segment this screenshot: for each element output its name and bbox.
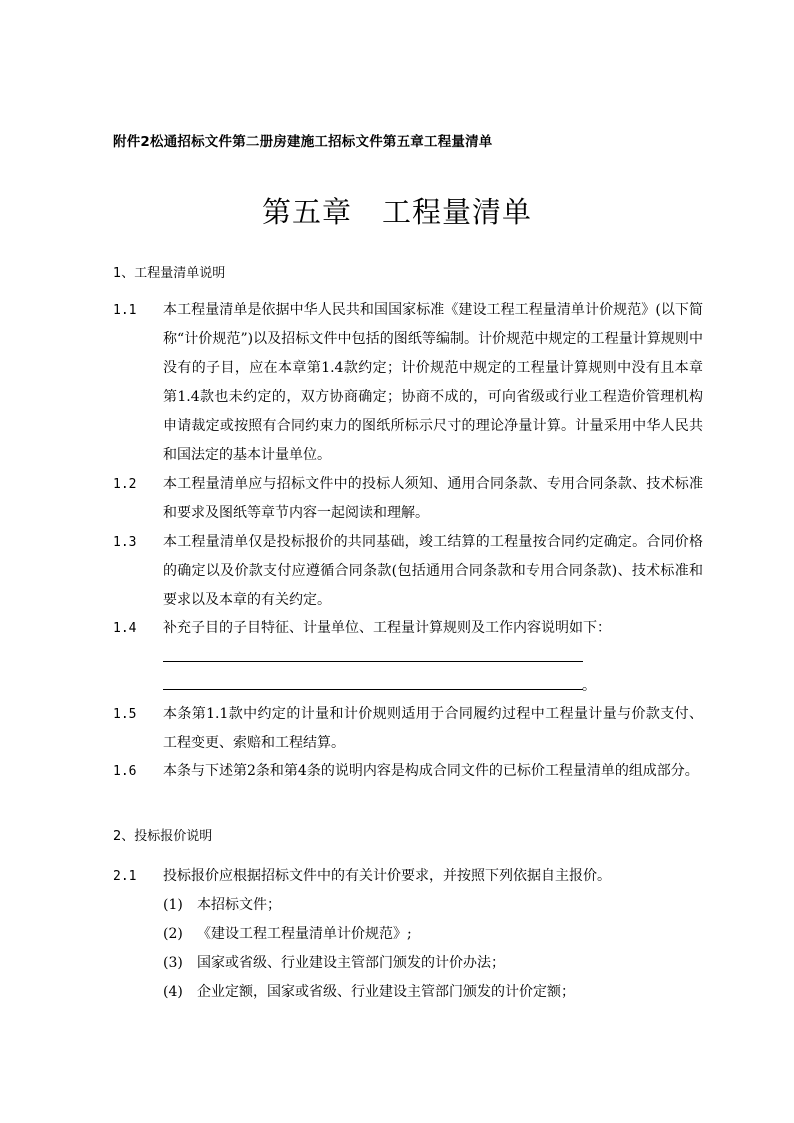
- subitem-3: [163, 949, 505, 978]
- subitem-text: 国家或省级、行业建设主管部门颁发的计价办法；: [197, 955, 505, 971]
- subitem-1: [163, 891, 281, 920]
- clause-text: 补充子目的子目特征、计量单位、工程量计算规则及工作内容说明如下：: [163, 620, 611, 636]
- clause-number: 1.6: [113, 764, 137, 779]
- attachment-title: 附件2松通招标文件第二册房建施工招标文件第五章工程量清单: [113, 134, 493, 150]
- fill-in-blank-line: [163, 689, 583, 690]
- clause-number: 1.1: [113, 303, 137, 318]
- clause-1-6: [113, 757, 703, 786]
- clause-number: 1.3: [113, 535, 137, 550]
- clause-1-1: [113, 296, 703, 470]
- subitem-number: (4): [163, 984, 183, 1000]
- section-heading-1: 1、工程量清单说明: [113, 266, 226, 281]
- subitem-number: (1): [163, 897, 183, 913]
- fill-in-blank-line: [163, 661, 583, 662]
- section-heading-2: 2、投标报价说明: [113, 829, 213, 844]
- subitem-4: [163, 978, 575, 1007]
- clause-number: 1.2: [113, 477, 137, 492]
- subitem-text: 企业定额，国家或省级、行业建设主管部门颁发的计价定额；: [197, 984, 575, 1000]
- clause-number: 2.1: [113, 869, 137, 884]
- clause-number: 1.4: [113, 621, 137, 636]
- clause-text: 本条第1.1款中约定的计量和计价规则适用于合同履约过程中工程量计量与价款支付、工程变更、索赔和工程结算。: [163, 706, 703, 751]
- subitem-text: 本招标文件；: [197, 897, 281, 913]
- clause-1-4: [113, 614, 703, 643]
- clause-text: 本工程量清单仅是投标报价的共同基础，竣工结算的工程量按合同约定确定。合同价格的确定以及价款支付应遵循合同条款(包括通用合同条款和专用合同条款)、技术标准和要求以及本章的有关约定。: [163, 534, 703, 608]
- clause-number: 1.5: [113, 707, 137, 722]
- chapter-title: 第五章 工程量清单: [261, 195, 532, 229]
- subitem-2: [163, 920, 412, 949]
- clause-text: 本条与下述第2条和第4条的说明内容是构成合同文件的已标价工程量清单的组成部分。: [163, 763, 699, 779]
- clause-1-5: [113, 700, 703, 758]
- clause-2-1: [113, 862, 703, 891]
- subitem-number: (2): [163, 926, 183, 942]
- clause-1-2: [113, 470, 703, 528]
- clause-text: 本工程量清单应与招标文件中的投标人须知、通用合同条款、专用合同条款、技术标准和要求及图纸等章节内容一起阅读和理解。: [163, 476, 703, 521]
- subitem-text: 《建设工程工程量清单计价规范》;: [197, 926, 412, 942]
- clause-text: 本工程量清单是依据中华人民共和国国家标准《建设工程工程量清单计价规范》(以下简称“计价规范”)以及招标文件中包括的图纸等编制。计价规范中规定的工程量计算规则中没有的子目，应在本章第1.4款约定；计价规范中规定的工程量计算规则中没有且本章第1.4款也未约定的，双方协商确定；协商不成的，可向省级或行业工程造价管理机构申请裁定或按照有合同约束力的图纸所标示尺寸的理论净量计算。计量采用中华人民共和国法定的基本计量单位。: [163, 302, 703, 463]
- subitem-number: (3): [163, 955, 183, 971]
- blank-end-mark: 。: [582, 678, 596, 694]
- clause-1-3: [113, 528, 703, 615]
- clause-text: 投标报价应根据招标文件中的有关计价要求，并按照下列依据自主报价。: [163, 868, 611, 884]
